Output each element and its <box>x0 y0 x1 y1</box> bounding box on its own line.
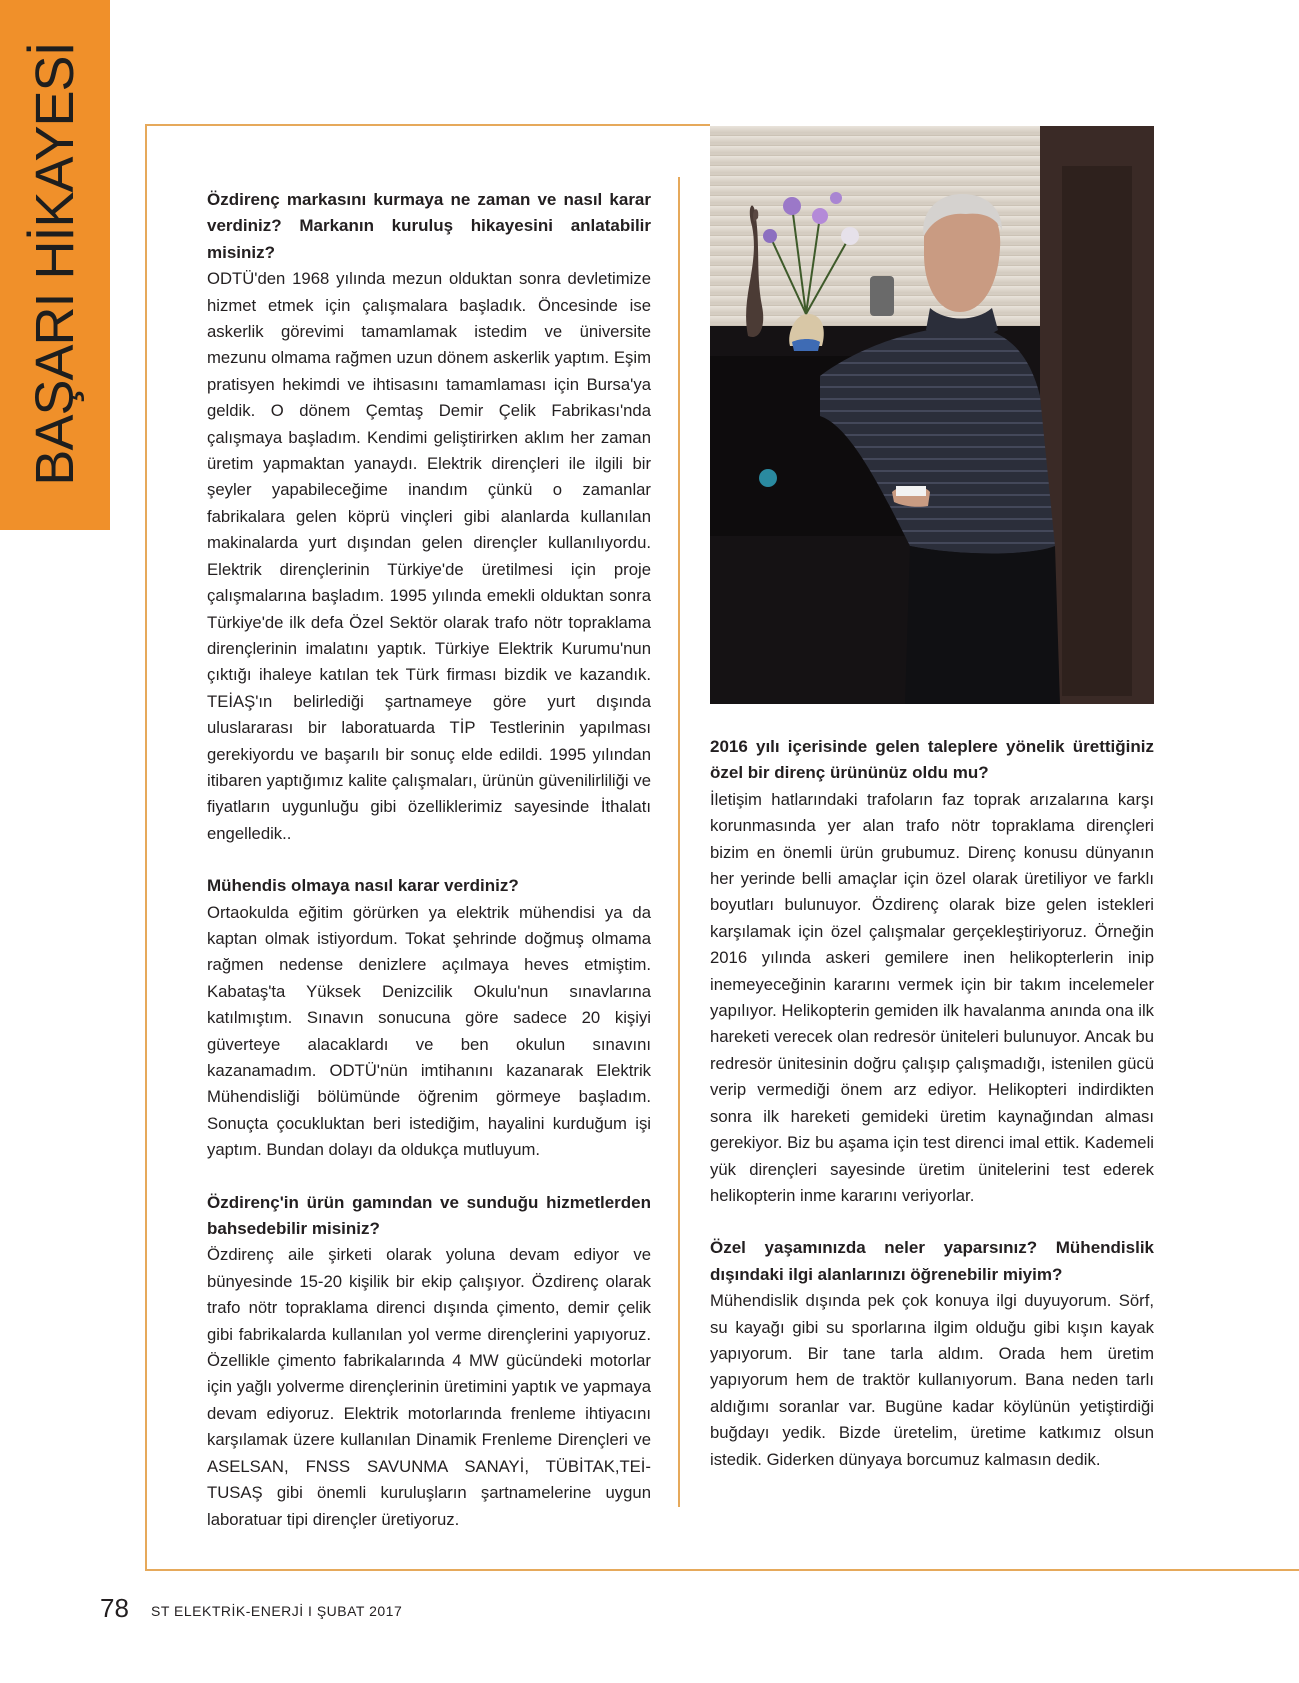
interview-answer: ODTÜ'den 1968 yılında mezun olduktan sonra devletimize hizmet etmek için çalışmalara başladık. Öncesinde ise askerlik görevimi tamamlamak istedim ve üniversite mezunu olmama rağmen uzun dönem askerlik yaptım. Eşim pratisyen hekimdi ve ihtisasını tamamlaması için Bursa'ya geldik. O dönem Çemtaş Demir Çelik Fabrikası'nda çalışmaya başladım. Kendimi geliştirirken aklım her zaman üretim yapmaktan yanaydı. Elektrik dirençleri ile ilgili bir şeyler yapabileceğime inandım çünkü o zamanlar fabrikalara gelen köprü vinçleri gibi alanlarda kullanılan makinalarda yurt dışından gelen dirençler kullanılıyordu. Elektrik dirençlerinin Türkiye'de üretilmesi için proje çalışmalarına başladım. 1995 yılında emekli olduktan sonra Türkiye'de ilk defa Özel Sektör olarak trafo nötr topraklama dirençlerinin imalatını yaptık. Türkiye Elektrik Kurumu'nun çıktığı ihaleye katılan tek Türk firması bizdik ve kazandık. TEİAŞ'ın belirlediği şartnameye göre yurt dışında uluslararası bir laboratuarda TİP Testlerinin yapılması gerekiyordu ve başarılı bir sonuç elde edildi. 1995 yılından itibaren yaptığımız kalite çalışmaları, ürünün güvenilirliliği ve fiyatların uygunluğu gibi özelliklerimiz sayesinde İthalatı engelledik.. <box>207 269 651 843</box>
interview-question: Mühendis olmaya nasıl karar verdiniz? <box>207 876 519 896</box>
section-tab-title: BAŞARI HİKAYESİ <box>25 42 85 486</box>
column-divider <box>678 177 680 1507</box>
frame-top-rule <box>145 124 710 126</box>
frame-left-rule <box>145 124 147 1571</box>
interview-answer: Mühendislik dışında pek çok konuya ilgi duyuyorum. Sörf, su kayağı gibi su sporlarına ilgim olduğu gibi kışın kayak yapıyorum. Bir tane tarla aldım. Orada hem üretim yapıyorum hem de traktör kullanıyorum. Bana neden tarlı aldığımı soranlar var. Bugüne kadar köylünün yetiştirdiği buğdayı yedik. Bizde üretelim, üretime katkımız olsun istedik. Giderken dünyaya borcumuz kalmasın dedik. <box>710 1291 1154 1469</box>
section-tab <box>0 0 110 530</box>
interview-answer: İletişim hatlarındaki trafoların faz toprak arızalarına karşı korunmasında yer alan trafo nötr topraklama dirençleri bizim en önemli ürün grubumuz. Direnç konusu dünyanın her yerinde belli amaçlar için özel olarak üretiliyor ve farklı boyutları bulunuyor. Özdirenç olarak bize gelen istekleri karşılamak için özel çalışmalar gerçekleştiriyoruz. Örneğin 2016 yılında askeri gemilere inen helikopterlerin inip inemeyeceğinin kararını vermek için bir takım incelemeler yapılıyor. Helikopterin gemiden ilk havalanma anında ona ilk hareketi verecek olan redresör üniteleri bulunuyor. Ancak bu redresör ünitesinin doğru çalışıp çalışmadığı, istenilen gücü verip vermediği önem arz ediyor. Helikopteri indirdikten sonra ilk hareketi gemideki üretim kaynağından alması gerekiyor. Biz bu aşama için test direnci imal ettik. Kademeli yük dirençleri sayesinde üretim ünitelerini test ederek helikopterin inme kararını veriyorlar. <box>710 789 1154 1205</box>
portrait-photo <box>710 126 1154 704</box>
left-column <box>207 187 651 1533</box>
page-number: 78 <box>100 1593 129 1623</box>
interview-answer: Özdirenç aile şirketi olarak yoluna devam ediyor ve bünyesinde 15-20 kişilik bir ekip çalışıyor. Özdirenç olarak trafo nötr topraklama direnci dışında çimento, demir çelik gibi fabrikalarda kullanılan yol verme dirençlerini yapıyoruz. Özellikle çimento fabrikalarında 4 MW gücündeki motorlar için yağlı yolverme dirençlerinin üretimini yaptık ve yapmaya devam ediyoruz. Elektrik motorlarında frenleme ihtiyacını karşılamak üzere kullanılan Dinamik Frenleme Dirençleri ve ASELSAN, FNSS SAVUNMA SANAYİ, TÜBİTAK,TEİ- TUSAŞ gibi önemli kuruluşların şartnamelerine uygun laboratuar tipi dirençler üretiyoruz. <box>207 1245 651 1529</box>
interview-answer: Ortaokulda eğitim görürken ya elektrik mühendisi ya da kaptan olmak istiyordum. Tokat şehrinde doğmuş olmama rağmen nedense denizlere açılmaya heves etmiştim. Kabataş'ta Yüksek Denizcilik Okulu'nun sınavlarına katılmıştım. Sınavın sonucuna göre sadece 20 kişiyi güverteye alacaklardı ve ben okulun sınavını kazanamadım. ODTÜ'nün imtihanını kazanarak Elektrik Mühendisliği bölümünde öğrenim görmeye başladım. Sonuçta çocukluktan beri istediğim, hayalini kurduğum işi yaptım. Bundan dolayı da oldukça mutluyum. <box>207 902 651 1160</box>
right-column <box>710 734 1154 1473</box>
interview-question: 2016 yılı içerisinde gelen taleplere yönelik ürettiğiniz özel bir direnç ürününüz oldu mu? <box>710 737 1154 783</box>
interview-question: Özdirenç markasını kurmaya ne zaman ve nasıl karar verdiniz? Markanın kuruluş hikayesini anlatabilir misiniz? <box>207 190 651 262</box>
interview-question: Özdirenç'in ürün gamından ve sunduğu hizmetlerden bahsedebilir misiniz? <box>207 1192 651 1239</box>
publication-line: ST ELEKTRİK-ENERJİ I ŞUBAT 2017 <box>151 1603 403 1619</box>
interview-question: Özel yaşamınızda neler yaparsınız? Mühendislik dışındaki ilgi alanlarınızı öğrenebilir miyim? <box>710 1238 1154 1284</box>
frame-bottom-rule <box>145 1569 1299 1571</box>
